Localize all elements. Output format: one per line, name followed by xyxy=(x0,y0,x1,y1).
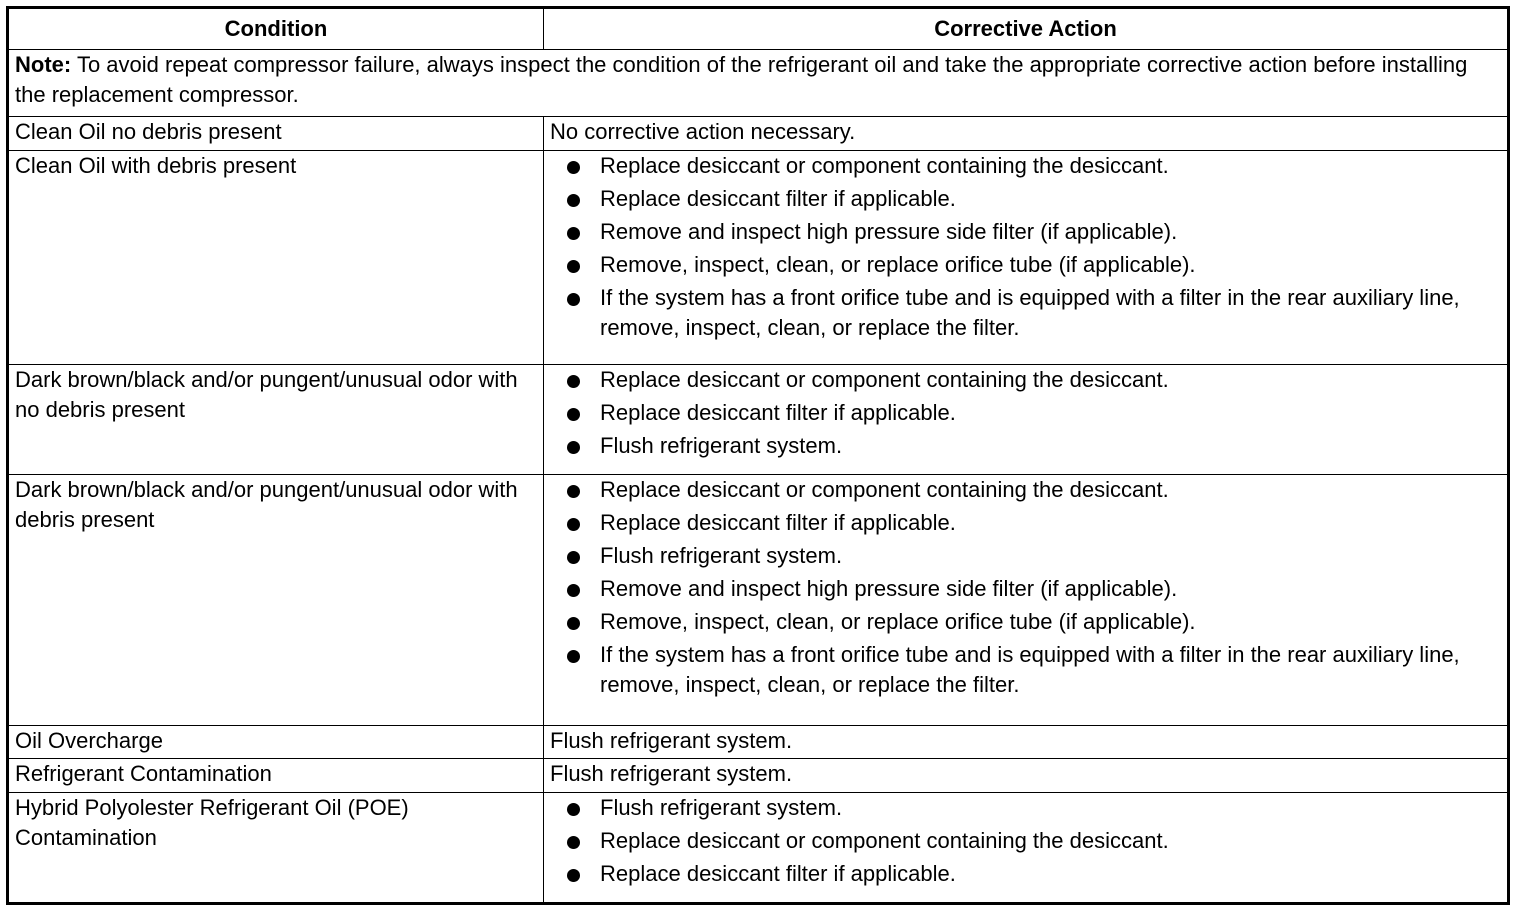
action-item xyxy=(550,151,1501,181)
condition-cell: Dark brown/black and/or pungent/unusual odor with no debris present xyxy=(8,365,544,474)
action-item xyxy=(550,574,1501,604)
action-item xyxy=(550,217,1501,247)
action-text: Remove and inspect high pressure side filter (if applicable). xyxy=(600,575,1178,601)
bullet-icon xyxy=(567,584,580,597)
bullet-icon xyxy=(567,803,580,816)
action-text: Flush refrigerant system. xyxy=(600,433,843,459)
bullet-icon xyxy=(567,551,580,564)
bullet-icon xyxy=(567,869,580,882)
action-item xyxy=(550,640,1501,700)
condition-cell: Clean Oil no debris present xyxy=(8,116,544,150)
action-item xyxy=(550,431,1501,461)
table-row xyxy=(8,150,1509,365)
diagnostic-table xyxy=(6,6,1510,905)
bullet-icon xyxy=(567,836,580,849)
action-cell: Flush refrigerant system. xyxy=(544,725,1509,759)
bullet-icon xyxy=(567,260,580,273)
action-list xyxy=(550,365,1501,461)
action-text: Replace desiccant or component containing the desiccant. xyxy=(600,828,1169,854)
table-row xyxy=(8,474,1509,725)
bullet-icon xyxy=(567,194,580,207)
condition-cell: Clean Oil with debris present xyxy=(8,150,544,365)
note-cell xyxy=(8,50,1509,117)
action-list xyxy=(550,475,1501,700)
action-text: Replace desiccant or component containing the desiccant. xyxy=(600,152,1169,178)
bullet-icon xyxy=(567,293,580,306)
action-item xyxy=(550,541,1501,571)
action-item xyxy=(550,607,1501,637)
table-row xyxy=(8,759,1509,793)
action-text: Replace desiccant filter if applicable. xyxy=(600,400,956,426)
bullet-icon xyxy=(567,485,580,498)
action-text: If the system has a front orifice tube and is equipped with a filter in the rear auxiliary line, remove, inspect, clean, or replace the filter. xyxy=(600,284,1460,340)
action-cell: No corrective action necessary. xyxy=(544,116,1509,150)
action-text: Remove, inspect, clean, or replace orifice tube (if applicable). xyxy=(600,608,1196,634)
action-item xyxy=(550,475,1501,505)
table-row xyxy=(8,725,1509,759)
table-row xyxy=(8,365,1509,474)
action-cell xyxy=(544,793,1509,904)
action-cell xyxy=(544,150,1509,365)
action-cell xyxy=(544,474,1509,725)
bullet-icon xyxy=(567,408,580,421)
bullet-icon xyxy=(567,617,580,630)
condition-cell: Oil Overcharge xyxy=(8,725,544,759)
note-text: To avoid repeat compressor failure, always inspect the condition of the refrigerant oil and take the appropriate corrective action before installing the replacement compressor. xyxy=(15,52,1468,107)
action-text: Replace desiccant filter if applicable. xyxy=(600,861,956,887)
action-item xyxy=(550,250,1501,280)
condition-cell: Refrigerant Contamination xyxy=(8,759,544,793)
header-corrective-action: Corrective Action xyxy=(544,8,1509,50)
action-text: Replace desiccant or component containing the desiccant. xyxy=(600,476,1169,502)
table-row xyxy=(8,116,1509,150)
action-text: Remove and inspect high pressure side filter (if applicable). xyxy=(600,218,1178,244)
note-label: Note: xyxy=(15,52,72,77)
action-item xyxy=(550,508,1501,538)
action-text: Flush refrigerant system. xyxy=(600,795,843,821)
action-cell: Flush refrigerant system. xyxy=(544,759,1509,793)
action-item xyxy=(550,398,1501,428)
condition-cell: Dark brown/black and/or pungent/unusual odor with debris present xyxy=(8,474,544,725)
table-row xyxy=(8,793,1509,904)
bullet-icon xyxy=(567,650,580,663)
action-item xyxy=(550,184,1501,214)
bullet-icon xyxy=(567,227,580,240)
action-item xyxy=(550,365,1501,395)
action-list xyxy=(550,793,1501,889)
bullet-icon xyxy=(567,441,580,454)
header-row xyxy=(8,8,1509,50)
header-condition: Condition xyxy=(8,8,544,50)
condition-cell: Hybrid Polyolester Refrigerant Oil (POE) Contamination xyxy=(8,793,544,904)
action-item xyxy=(550,793,1501,823)
action-text: Replace desiccant filter if applicable. xyxy=(600,509,956,535)
action-list xyxy=(550,151,1501,343)
action-text: If the system has a front orifice tube and is equipped with a filter in the rear auxiliary line, remove, inspect, clean, or replace the filter. xyxy=(600,641,1460,697)
action-item xyxy=(550,859,1501,889)
note-row xyxy=(8,50,1509,117)
bullet-icon xyxy=(567,375,580,388)
action-text: Remove, inspect, clean, or replace orifice tube (if applicable). xyxy=(600,251,1196,277)
action-text: Replace desiccant filter if applicable. xyxy=(600,185,956,211)
action-cell xyxy=(544,365,1509,474)
action-item xyxy=(550,826,1501,856)
action-item xyxy=(550,283,1501,343)
bullet-icon xyxy=(567,518,580,531)
action-text: Replace desiccant or component containing the desiccant. xyxy=(600,367,1169,393)
action-text: Flush refrigerant system. xyxy=(600,542,843,568)
bullet-icon xyxy=(567,161,580,174)
